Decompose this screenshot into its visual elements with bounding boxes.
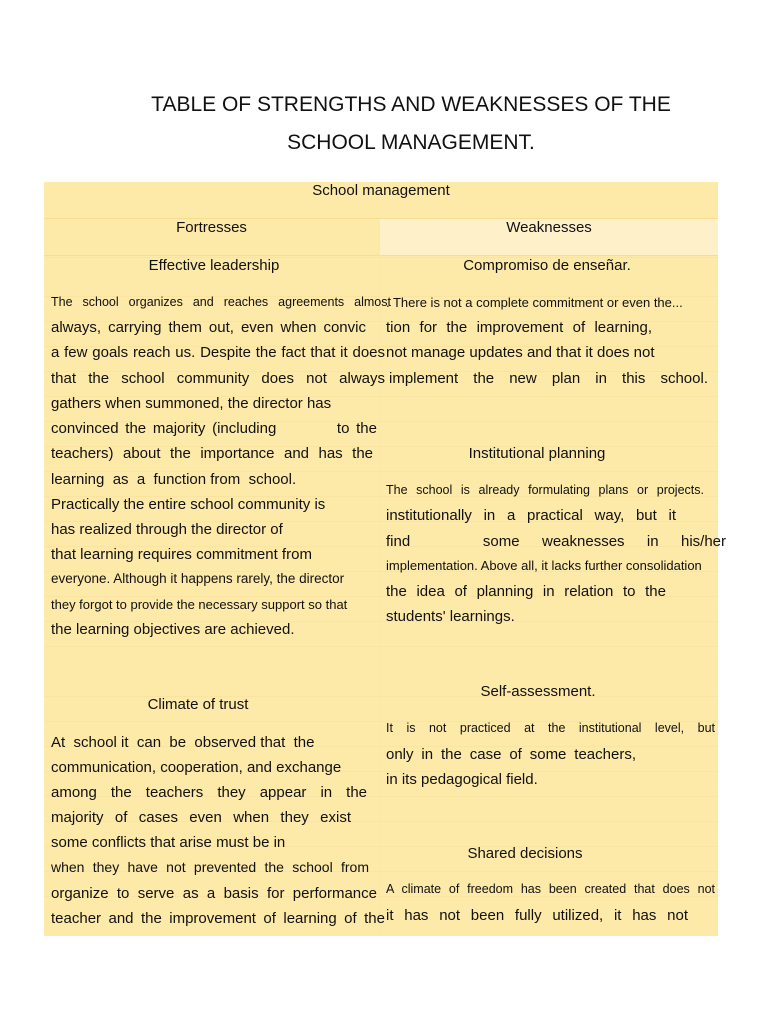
left-text-line: when they have not prevented the school from [51,859,369,875]
section-heading-climate-of-trust: Climate of trust [147,696,249,713]
title-line-1: TABLE OF STRENGTHS AND WEAKNESSES OF THE [151,93,671,116]
left-text-line: has realized through the director of [51,521,283,538]
left-text-line: Practically the entire school community is [51,496,326,513]
left-text-line: teacher and the improvement of learning of the [51,910,385,927]
section-heading-effective-leadership: Effective leadership [148,257,280,274]
column-header-weaknesses: Weaknesses [380,219,718,255]
left-text-line: that the school community does not always [51,370,385,387]
left-text-line: a few goals reach us. Despite the fact that it does [51,344,385,361]
table-header-school-management: School management [312,182,450,199]
left-text-line: the learning objectives are achieved. [51,621,295,638]
left-text-line: The school organizes and reaches agreements almost [51,295,391,309]
section-heading-shared-decisions: Shared decisions [467,845,583,862]
left-text-line: gathers when summoned, the director has [51,395,332,412]
right-text-line: find some weaknesses in his/her [386,533,726,550]
right-text-line: only in the case of some teachers, [386,746,636,763]
right-text-line: The school is already formulating plans or projects. [386,483,704,497]
right-text-line: . There is not a complete commitment or even the... [386,295,683,310]
right-text-line: not manage updates and that it does not [386,344,655,361]
left-text-line: everyone. Although it happens rarely, the director [51,571,345,586]
section-heading-commitment-to-teaching: Compromiso de enseñar. [463,257,631,274]
right-text-line: in its pedagogical field. [386,771,538,788]
column-divider [379,219,380,936]
title-line-2: SCHOOL MANAGEMENT. [287,131,535,154]
left-text-line: that learning requires commitment from [51,546,312,563]
right-text-line: implementation. Above all, it lacks further consolidation [386,558,702,573]
table-header-row [44,182,718,219]
left-text-line: always, carrying them out, even when convic [51,319,366,336]
left-text-line: they forgot to provide the necessary support so that [51,597,348,612]
document-title [44,86,768,162]
right-text-line: the idea of planning in relation to the [386,583,666,600]
column-header-fortresses: Fortresses [176,219,247,236]
right-text-line: students' learnings. [386,608,515,625]
right-text-line: A climate of freedom has been created that does not [386,882,715,896]
right-text-line: institutionally in a practical way, but it [386,507,676,524]
left-text-line: convinced the majority (including to the [51,420,377,437]
column-header-row [44,219,718,256]
left-text-line: At school it can be observed that the [51,734,315,751]
right-text-line: It is not practiced at the institutional level, but [386,721,715,735]
left-text-line: teachers) about the importance and has the [51,445,373,462]
section-heading-institutional-planning: Institutional planning [468,445,606,462]
left-text-line: majority of cases even when they exist [51,809,351,826]
section-heading-self-assessment: Self-assessment. [480,683,596,700]
left-text-line: organize to serve as a basis for performance [51,885,377,902]
right-text-line: it has not been fully utilized, it has not [386,907,688,924]
left-text-line: communication, cooperation, and exchange [51,759,342,776]
right-text-line: implement the new plan in this school. [389,370,708,387]
left-text-line: some conflicts that arise must be in [51,834,286,851]
right-text-line: tion for the improvement of learning, [386,319,652,336]
left-text-line: among the teachers they appear in the [51,784,367,801]
left-text-line: learning as a function from school. [51,471,297,488]
